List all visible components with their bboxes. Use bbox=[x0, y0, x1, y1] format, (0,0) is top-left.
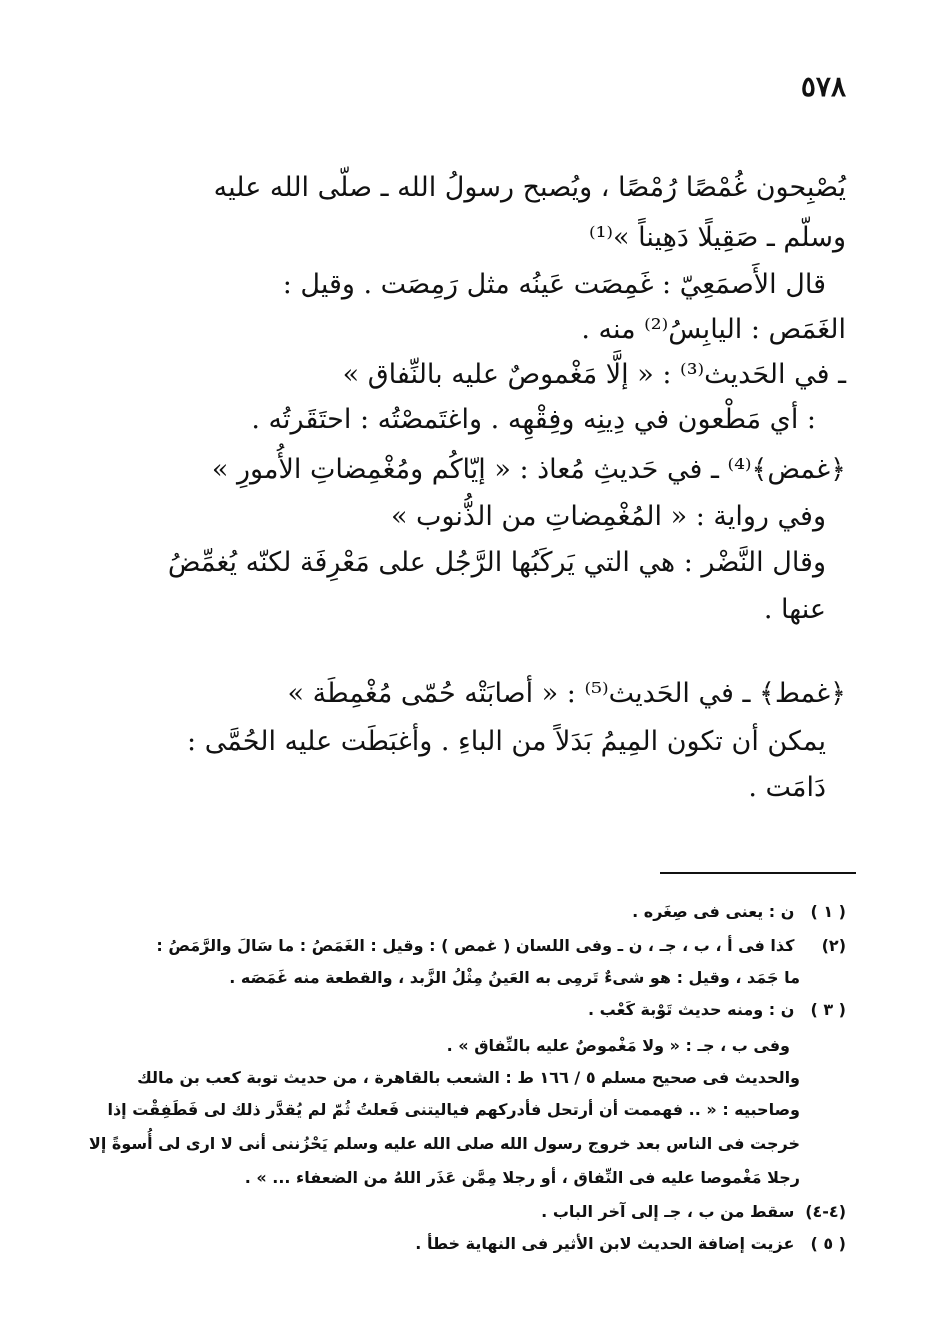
footnote-text: خرجت فى الناس بعد خروج رسول الله صلى الله عليه وسلم يَحْزُننى أنى لا ارى لى أُسوةً إلا bbox=[88, 1134, 800, 1153]
footnote bbox=[156, 934, 846, 958]
body-line: يمكن أن تكون المِيمُ بَدَلاً من الباءِ . وأغبَطَت عليه الحُمَّى : bbox=[187, 726, 826, 757]
footnote-text: سقط من ب ، جـ إلى آخر الباب . bbox=[541, 1202, 795, 1221]
footnote-text: والحديث فى صحيح مسلم ٥ / ١٦٦ ط : الشعب بالقاهرة ، من حديث توبة كعب بن مالك bbox=[137, 1068, 800, 1087]
footnote bbox=[107, 1098, 800, 1122]
footnote-text: عزيت إضافة الحديث لابن الأثير فى النهاية خطأ . bbox=[415, 1234, 795, 1253]
footnote bbox=[447, 1034, 790, 1058]
page-number: ٥٧٨ bbox=[800, 70, 846, 103]
body-line: ﴿غمض﴾⁽⁴⁾ ـ في حَديثِ مُعاذ : « إيّاكُم ومُغْمِضاتِ الأُمورِ » bbox=[211, 454, 846, 485]
body-line: عنها . bbox=[763, 594, 826, 625]
body-line: قال الأَصمَعِيّ : غَمِصَت عَينُه مثل رَمِصَت . وقيل : bbox=[282, 269, 826, 300]
footnote-mark: (٢) bbox=[821, 936, 846, 955]
footnote-text: ن : ومنه حديث تَوْبة كَعْب . bbox=[588, 1000, 795, 1019]
footnote-text: ما جَمَد ، وقيل : هو شىءٌ تَرمِى به العَينُ مِثْلُ الزَّبد ، والقطعة منه غَمَصَه . bbox=[229, 968, 800, 987]
footnote-mark: ( ١ ) bbox=[810, 902, 846, 921]
footnote-mark: (٤-٤) bbox=[805, 1202, 846, 1221]
footnote-mark: ( ٥ ) bbox=[810, 1234, 846, 1253]
footnote-text: وصاحبيه : « .. فهممت أن أرتحل فأدركهم فياليتنى فَعلتُ ثُمّ لم يُقدَّر ذلك لى فَطَفِقْت إذا bbox=[107, 1100, 800, 1119]
body-line: الغَمَص : اليابِسُ⁽²⁾ منه . bbox=[581, 314, 846, 345]
body-line: ـ في الحَديث⁽³⁾ : « إلَّا مَغْموصٌ عليه بالنِّفاق » bbox=[342, 359, 846, 390]
footnote bbox=[415, 1232, 846, 1256]
footnote-mark: ( ٣ ) bbox=[810, 1000, 846, 1019]
footnote bbox=[89, 1132, 800, 1156]
footnote-text: ن : يعنى فى صِغَره . bbox=[632, 902, 795, 921]
body-line: وقال النَّضْر : هي التي يَركَبُها الرَّجُل على مَعْرِفَة لكنّه يُغمِّضُ bbox=[167, 547, 826, 578]
footnote bbox=[137, 1066, 800, 1090]
footnote-text: كذا فى أ ، ب ، جـ ، ن ـ وفى اللسان ( غمص ) : وقيل : الغَمَصُ : ما سَالَ والرَّمَصُ : bbox=[156, 936, 795, 955]
body-line: وفي رواية : « المُغْمِضاتِ من الذُّنوب » bbox=[390, 501, 826, 532]
body-line: ﴿غمط﴾ ـ في الحَديث⁽⁵⁾ : « أصابَتْه حُمّى مُغْمِطَة » bbox=[287, 678, 846, 709]
footnote bbox=[245, 1166, 800, 1190]
footnote bbox=[229, 966, 800, 990]
footnote-text: وفى ب ، جـ : « ولا مَغْموصٌ عليه بالنِّفاق » . bbox=[446, 1036, 790, 1055]
footnote bbox=[632, 900, 846, 924]
body-line: : أي مَطْعون في دِينِه وفِقْهِه . واغتَمصْتُه : احتَقَرتُه . bbox=[251, 404, 816, 435]
footnote-divider bbox=[660, 872, 856, 874]
footnote-text: رجلا مَغْموصا عليه فى النِّفاق ، أو رجلا مِمَّن عَذَر اللهُ من الضعفاء ... » . bbox=[244, 1168, 800, 1187]
footnote bbox=[588, 998, 846, 1022]
footnote bbox=[541, 1200, 846, 1224]
body-line: يُصْبِحون غُمْصًا رُمْصًا ، ويُصبح رسولُ الله ـ صلّى الله عليه bbox=[213, 172, 846, 203]
body-line: دَامَت . bbox=[748, 772, 826, 803]
body-line: وسلّم ـ صَقِيلًا دَهِيناً »⁽¹⁾ bbox=[588, 222, 846, 253]
